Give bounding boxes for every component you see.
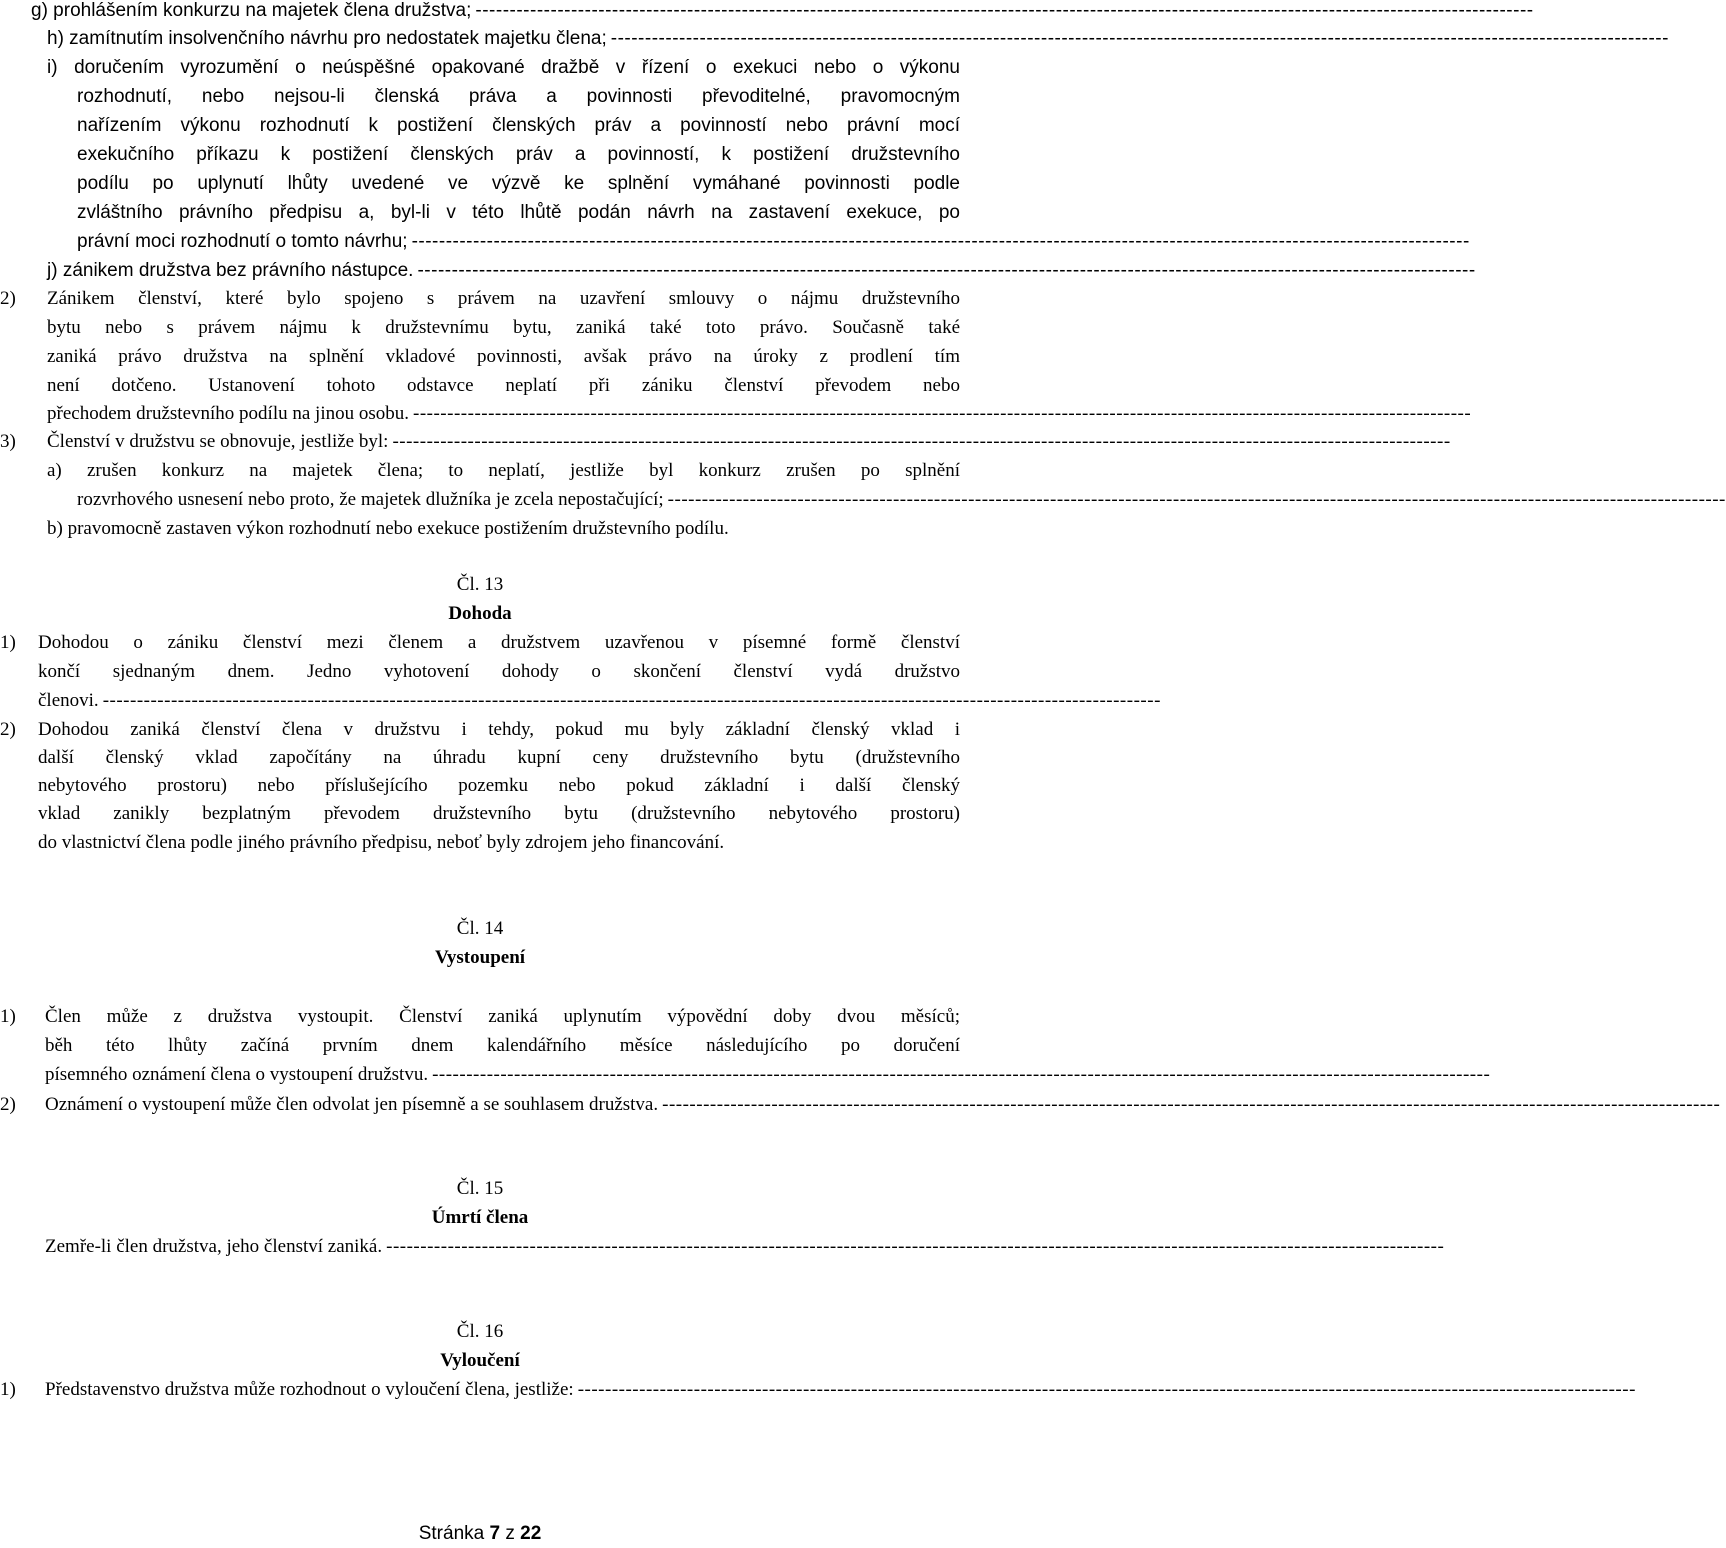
article-16-heading: Čl. 16	[456, 1321, 504, 1342]
article-15-heading: Čl. 15	[456, 1178, 504, 1199]
article-14-p1-line-2: běh této lhůty začíná prvním dnem kalendářního měsíce následujícího po doručení	[45, 1035, 960, 1056]
item-g	[31, 0, 1534, 25]
paragraph-3-a-line-2-text: rozvrhového usnesení nebo proto, že majetek dlužníka je zcela nepostačující;	[77, 489, 664, 510]
paragraph-2-line-5	[47, 400, 1472, 428]
article-13-p2-line-3: nebytového prostoru) nebo příslušejícího pozemku nebo pokud základní i další členský	[38, 775, 960, 796]
article-16-p1-line-1	[45, 1376, 1636, 1404]
paragraph-3-line-1-text: Členství v družstvu se obnovuje, jestliže byl:	[47, 431, 389, 452]
item-i-line-4: exekučního příkazu k postižení členských práv a povinností, k postižení družstevního	[77, 144, 960, 165]
paragraph-3-b: b) pravomocně zastaven výkon rozhodnutí nebo exekuce postižením družstevního podílu.	[47, 518, 729, 539]
paragraph-2-line-2: bytu nebo s právem nájmu k družstevnímu bytu, zaniká také toto právo. Současně také	[47, 317, 960, 338]
article-14-p1-number: 1)	[0, 1006, 16, 1027]
article-14-title: Vystoupení	[434, 947, 526, 968]
article-14-p1-line-3	[45, 1061, 1491, 1089]
paragraph-2-line-4: není dotčeno. Ustanovení tohoto odstavce neplatí při zániku členství převodem nebo	[47, 375, 960, 396]
article-14-p1-line-3-text: písemného oznámení člena o vystoupení družstvu.	[45, 1064, 429, 1085]
page-footer	[0, 1520, 960, 1548]
dash-filler: -----------------------------------------------------------------------------------------------------------------------------------------------------------	[432, 1064, 1491, 1085]
article-13-p2-line-5: do vlastnictví člena podle jiného právního předpisu, neboť byly zdrojem jeho financování.	[38, 832, 725, 853]
dash-filler: -----------------------------------------------------------------------------------------------------------------------------------------------------------	[610, 28, 1669, 49]
item-g-text: g) prohlášením konkurzu na majetek člena družstva;	[31, 0, 472, 21]
article-13-p1-line-3	[38, 687, 1161, 715]
footer-prefix: Stránka	[418, 1523, 490, 1544]
dash-filler: -----------------------------------------------------------------------------------------------------------------------------------------------------------	[411, 231, 1470, 252]
footer-page-total: 22	[520, 1523, 542, 1544]
article-14-p2-line-1-text: Oznámení o vystoupení může člen odvolat jen písemně a se souhlasem družstva.	[45, 1094, 659, 1115]
paragraph-2-line-1: Zánikem členství, které bylo spojeno s právem na uzavření smlouvy o nájmu družstevního	[47, 288, 960, 309]
article-14-p2-number: 2)	[0, 1094, 16, 1115]
dash-filler: -----------------------------------------------------------------------------------------------------------------------------------------------------------	[475, 0, 1534, 21]
article-14-p2-line-1	[45, 1091, 1721, 1119]
article-15-line-1	[45, 1233, 1445, 1261]
paragraph-3-a-line-2	[77, 486, 1726, 514]
dash-filler: -----------------------------------------------------------------------------------------------------------------------------------------------------------	[667, 489, 1726, 510]
item-h-text: h) zamítnutím insolvenčního návrhu pro nedostatek majetku člena;	[47, 28, 607, 49]
article-13-p2-line-4: vklad zanikly bezplatným převodem družstevního bytu (družstevního nebytového prostoru)	[38, 803, 960, 824]
paragraph-3-number: 3)	[0, 431, 16, 452]
dash-filler: -----------------------------------------------------------------------------------------------------------------------------------------------------------	[413, 403, 1472, 424]
item-i-line-2: rozhodnutí, nebo nejsou-li členská práva a povinnosti převoditelné, pravomocným	[77, 86, 960, 107]
article-13-p1-line-3-text: členovi.	[38, 690, 99, 711]
footer-page-number: 7	[489, 1523, 501, 1544]
paragraph-2-line-3: zaniká právo družstva na splnění vkladové povinnosti, avšak právo na úroky z prodlení tím	[47, 346, 960, 367]
article-13-title: Dohoda	[448, 603, 512, 624]
item-j	[47, 257, 1476, 285]
paragraph-2-number: 2)	[0, 288, 16, 309]
paragraph-2-line-5-text: přechodem družstevního podílu na jinou osobu.	[47, 403, 409, 424]
dash-filler: -----------------------------------------------------------------------------------------------------------------------------------------------------------	[577, 1379, 1636, 1400]
article-16-p1-line-1-text: Představenstvo družstva může rozhodnout o vyloučení člena, jestliže:	[45, 1379, 574, 1400]
item-i-line-7	[77, 228, 1470, 256]
article-16-title: Vyloučení	[440, 1350, 520, 1371]
article-13-p1-number: 1)	[0, 632, 16, 653]
article-13-p2-line-2: další členský vklad započítány na úhradu kupní ceny družstevního bytu (družstevního	[38, 747, 960, 768]
article-14-heading: Čl. 14	[456, 918, 504, 939]
article-16-p1-number: 1)	[0, 1379, 16, 1400]
dash-filler: -----------------------------------------------------------------------------------------------------------------------------------------------------------	[392, 431, 1451, 452]
article-15-line-1-text: Zemře-li člen družstva, jeho členství zaniká.	[45, 1236, 383, 1257]
article-13-p1-line-2: končí sjednaným dnem. Jedno vyhotovení dohody o skončení členství vydá družstvo	[38, 661, 960, 682]
dash-filler: -----------------------------------------------------------------------------------------------------------------------------------------------------------	[102, 690, 1161, 711]
footer-mid: z	[500, 1523, 521, 1544]
dash-filler: -----------------------------------------------------------------------------------------------------------------------------------------------------------	[662, 1094, 1721, 1115]
dash-filler: -----------------------------------------------------------------------------------------------------------------------------------------------------------	[417, 260, 1476, 281]
article-14-p1-line-1: Člen může z družstva vystoupit. Členství zaniká uplynutím výpovědní doby dvou měsíců;	[45, 1006, 960, 1027]
item-i-line-6: zvláštního právního předpisu a, byl-li v této lhůtě podán návrh na zastavení exekuce, po	[77, 202, 960, 223]
item-i-line-1: i) doručením vyrozumění o neúspěšné opakované dražbě v řízení o exekuci nebo o výkonu	[47, 57, 960, 78]
paragraph-3-line-1	[47, 428, 1451, 456]
item-i-line-7-text: právní moci rozhodnutí o tomto návrhu;	[77, 231, 408, 252]
item-i-line-3: nařízením výkonu rozhodnutí k postižení členských práv a povinností nebo právní mocí	[77, 115, 960, 136]
article-13-p2-line-1: Dohodou zaniká členství člena v družstvu i tehdy, pokud mu byly základní členský vklad i	[38, 719, 960, 740]
paragraph-3-a-line-1: a) zrušen konkurz na majetek člena; to neplatí, jestliže byl konkurz zrušen po splnění	[47, 460, 960, 481]
item-i-line-5: podílu po uplynutí lhůty uvedené ve výzvě ke splnění vymáhané povinnosti podle	[77, 173, 960, 194]
item-j-text: j) zánikem družstva bez právního nástupce.	[47, 260, 414, 281]
article-13-p2-number: 2)	[0, 719, 16, 740]
item-h	[47, 25, 1669, 53]
article-13-heading: Čl. 13	[456, 574, 504, 595]
article-15-title: Úmrtí člena	[431, 1207, 529, 1228]
article-13-p1-line-1: Dohodou o zániku členství mezi členem a družstvem uzavřenou v písemné formě členství	[38, 632, 960, 653]
dash-filler: -----------------------------------------------------------------------------------------------------------------------------------------------------------	[386, 1236, 1445, 1257]
